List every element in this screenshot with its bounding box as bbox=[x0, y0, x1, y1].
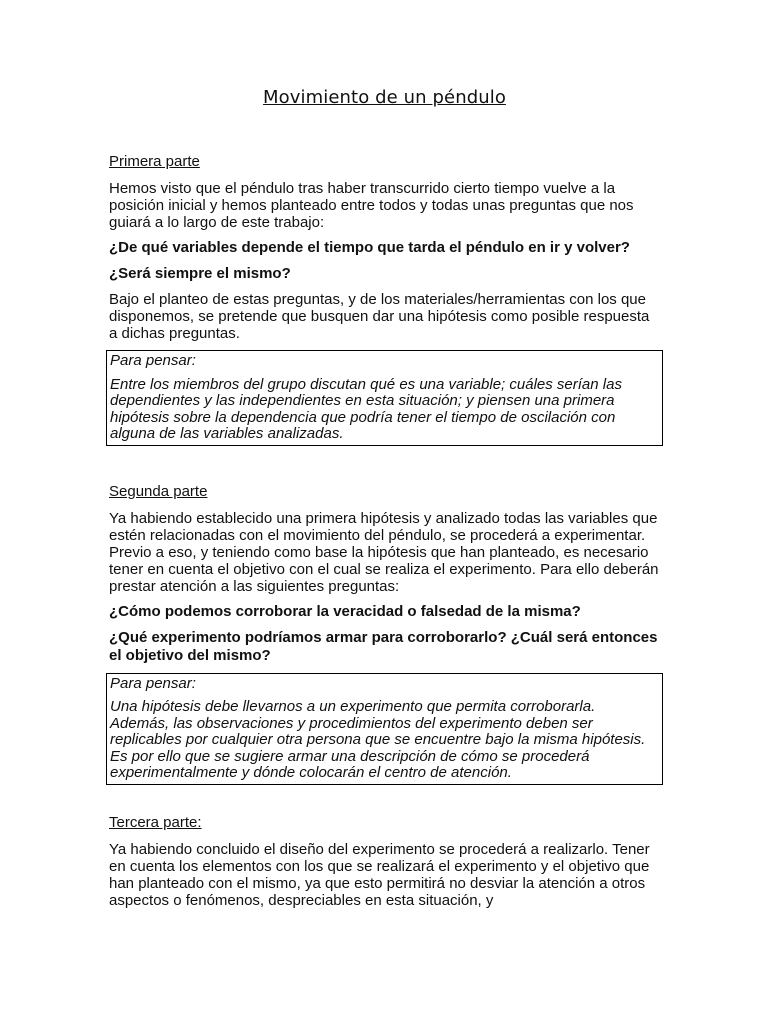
box-text: Una hipótesis debe llevarnos a un experimento que permita corroborarla. Además, las observaciones y procedimientos del experimento deben ser replicables por cualquier otra persona que se encuentre bajo la misma hipótesis. Es por ello que se sugiere armar una descripción de cómo se procederá experimentalmente y dónde colocarán el centro de atención. bbox=[110, 698, 646, 781]
page-title: Movimiento de un péndulo bbox=[263, 87, 506, 108]
section-heading: Tercera parte: bbox=[109, 813, 202, 831]
section-paragraph: Ya habiendo establecido una primera hipótesis y analizado todas las variables que estén relacionadas con el movimiento del péndulo, se procederá a experimentar. Previo a eso, y teniendo como base la hipótesis que han planteado, es necesario tener en cuenta el objetivo con el cual se realiza el experimento. Para ello deberán prestar atención a las siguientes preguntas: bbox=[109, 509, 659, 595]
box-title: Para pensar: bbox=[110, 674, 196, 692]
box-text: Entre los miembros del grupo discutan qué es una variable; cuáles serían las dependientes y las independientes en esta situación; y piensen una primera hipótesis sobre la dependencia que podría tener el tiempo de oscilación con alguna de las variables analizadas. bbox=[110, 375, 622, 442]
para-pensar-box bbox=[106, 350, 663, 446]
section-heading: Segunda parte bbox=[109, 482, 208, 500]
guiding-question: ¿Será siempre el mismo? bbox=[109, 265, 291, 282]
guiding-question: ¿Cómo podemos corroborar la veracidad o falsedad de la misma? bbox=[109, 602, 581, 620]
section-paragraph: Bajo el planteo de estas preguntas, y de los materiales/herramientas con los que disponemos, se pretende que busquen dar una hipótesis como posible respuesta a dichas preguntas. bbox=[109, 291, 650, 342]
section-heading: Primera parte bbox=[109, 153, 200, 170]
section-segunda-parte bbox=[109, 482, 660, 785]
section-paragraph: Hemos visto que el péndulo tras haber transcurrido cierto tiempo vuelve a la posición inicial y hemos planteado entre todos y todas unas preguntas que nos guiará a lo largo de este trabajo: bbox=[109, 180, 634, 231]
guiding-question: ¿De qué variables depende el tiempo que tarda el péndulo en ir y volver? bbox=[109, 239, 630, 256]
section-paragraph: Ya habiendo concluido el diseño del experimento se procederá a realizarlo. Tener en cuenta los elementos con los que se realizará el experimento y el objetivo que han planteado con el mismo, ya que esto permitirá no desviar la atención a otros aspectos o fenómenos, despreciables en esta situación, y bbox=[109, 840, 650, 909]
box-title: Para pensar: bbox=[110, 352, 196, 369]
para-pensar-box bbox=[106, 673, 663, 785]
section-primera-parte bbox=[109, 152, 660, 446]
guiding-question: ¿Qué experimento podríamos armar para corroborarlo? ¿Cuál será entonces el objetivo del mismo? bbox=[109, 628, 658, 664]
document-content bbox=[109, 87, 660, 917]
section-tercera-parte bbox=[109, 813, 660, 909]
